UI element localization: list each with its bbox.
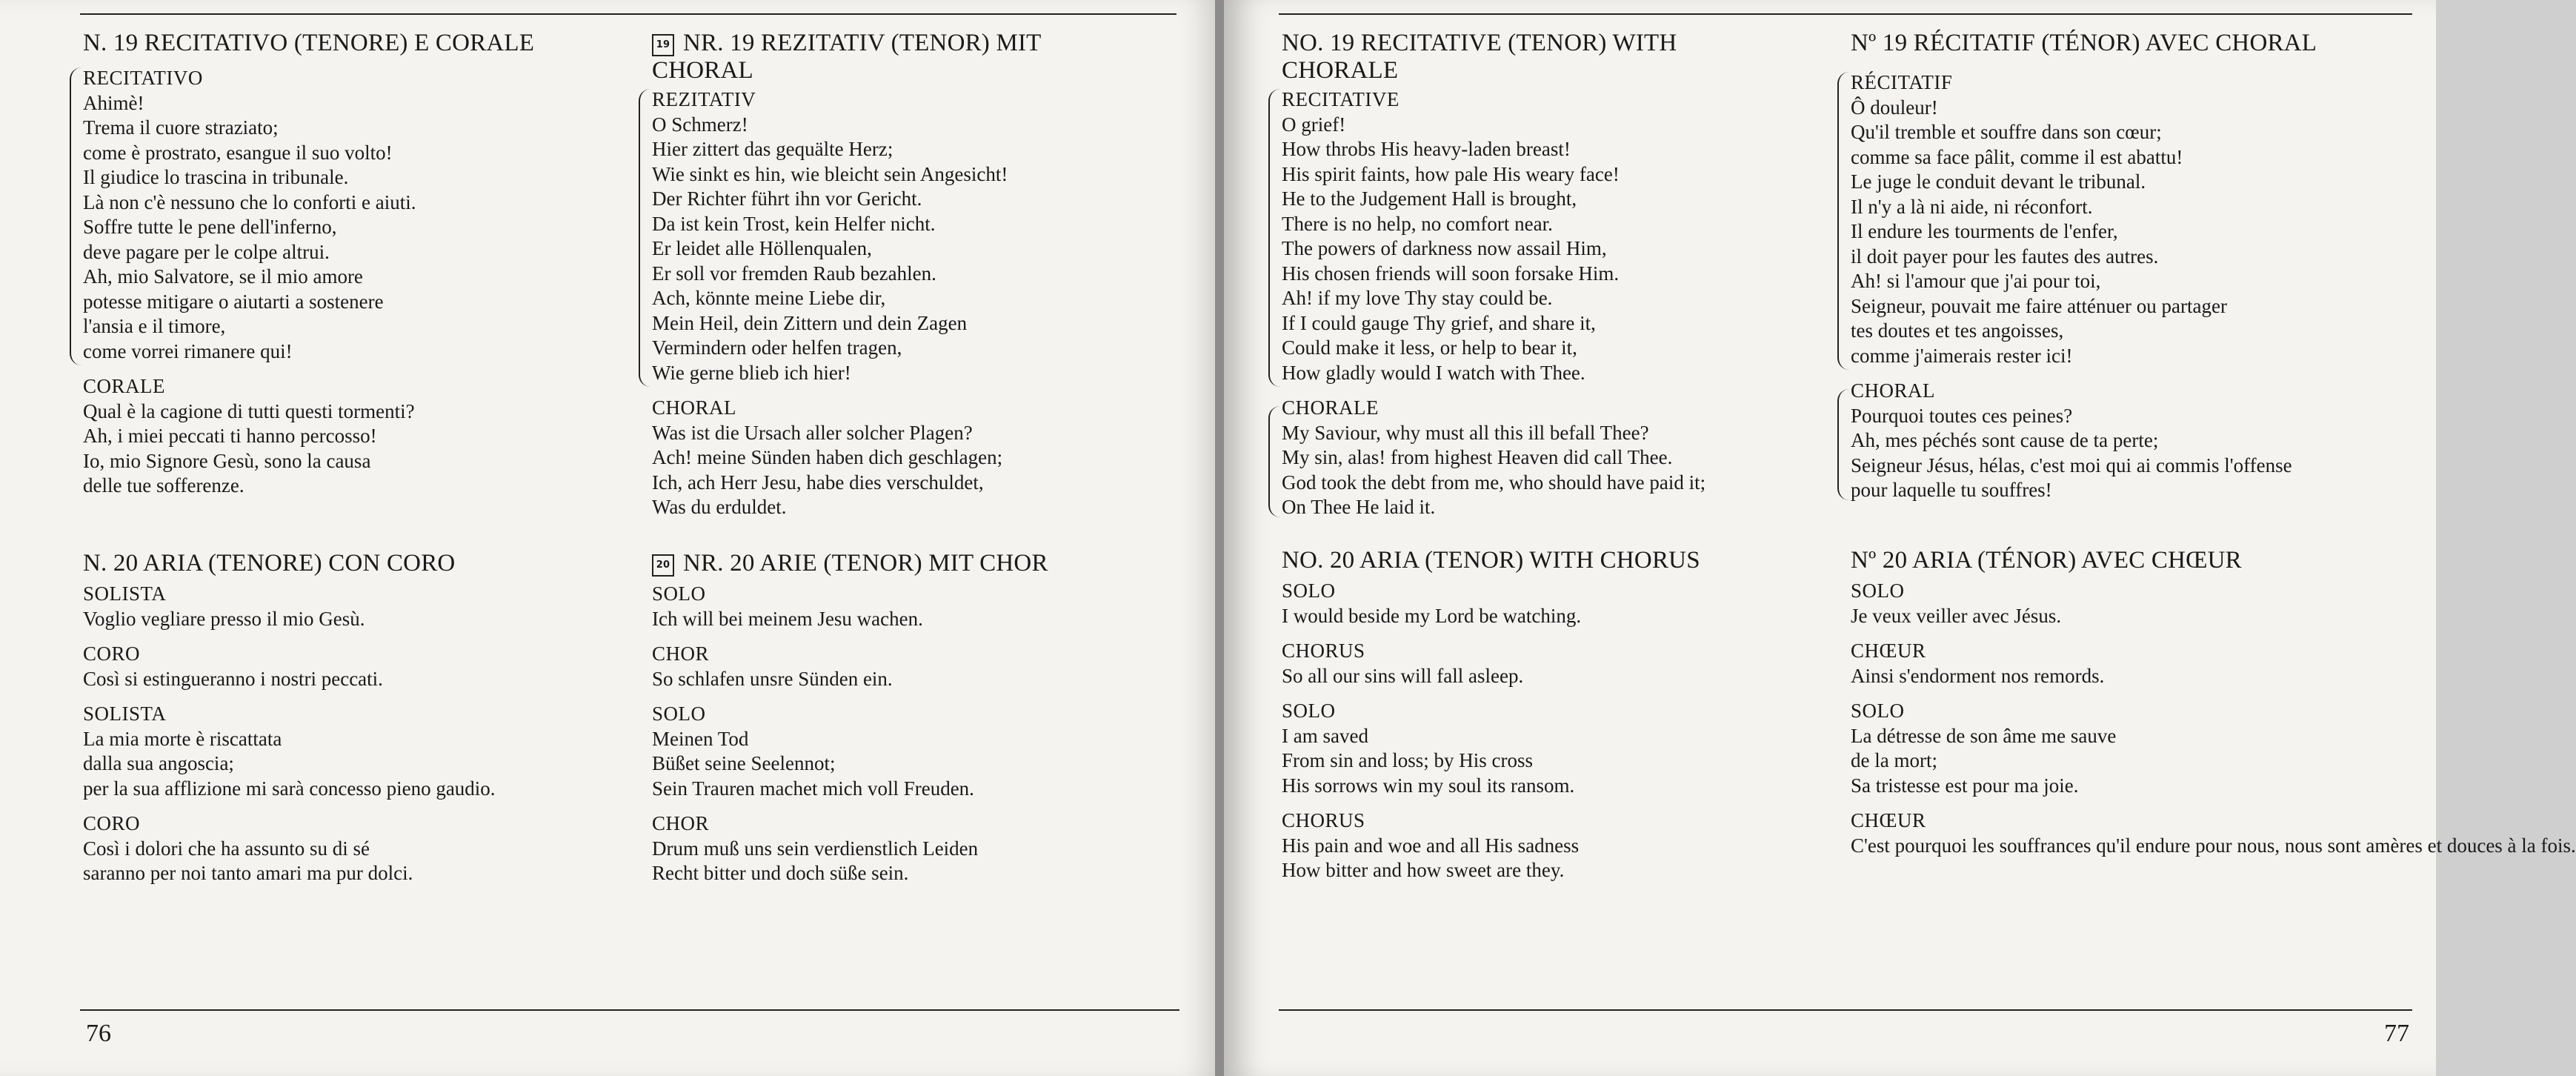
title-line: NR. 20 ARIE (TENOR) MIT CHOR (683, 550, 1048, 577)
top-rule (1279, 13, 2412, 15)
verse-line: Recht bitter und doch süße sein. (652, 862, 909, 884)
part-label: SOLISTA (83, 703, 167, 725)
verse-line: His spirit faints, how pale His weary face! (1282, 162, 1620, 185)
verse-line: Was du erduldet. (652, 496, 787, 518)
page-number-left: 76 (86, 1020, 111, 1047)
verse-line: So all our sins will fall asleep. (1282, 664, 1524, 687)
brace (1837, 389, 1849, 500)
part-label: CHOR (652, 812, 710, 834)
verse-line: pour laquelle tu souffres! (1851, 479, 2052, 501)
top-rule (80, 13, 1176, 15)
part-label: CORO (83, 642, 141, 665)
verse-line: Ach! meine Sünden haben dich geschlagen; (652, 446, 1003, 468)
verse-line: Così si estingueranno i nostri peccati. (83, 667, 383, 690)
verse-line: comme sa face pâlit, comme il est abattu! (1851, 145, 2183, 168)
verse-line: I am saved (1282, 724, 1368, 747)
verse-line: per la sua afflizione mi sarà concesso pieno gaudio. (83, 777, 496, 800)
verse-line: His pain and woe and all His sadness (1282, 834, 1580, 857)
section-title-n19-it: N. 19 RECITATIVO (TENORE) E CORALE (83, 30, 535, 56)
verse-line: If I could gauge Thy grief, and share it, (1282, 311, 1596, 334)
recit-label-it: RECITATIVO (83, 67, 203, 89)
recit-block-en (1282, 87, 1830, 385)
section-title-n20-fr: Nº 20 ARIA (TÉNOR) AVEC CHŒUR (1851, 547, 2242, 574)
verse-line: Ah! si l'amour que j'ai pour toi, (1851, 270, 2101, 292)
brace (70, 67, 81, 365)
verse-line: The powers of darkness now assail Him, (1282, 237, 1607, 259)
verse-line: l'ansia e il timore, (83, 315, 226, 337)
verse-line: Pourquoi toutes ces peines? (1851, 404, 2073, 427)
verse-line: Ainsi s'endorment nos remords. (1851, 664, 2105, 687)
part-label: CHORUS (1282, 640, 1365, 662)
verse-line: Er leidet alle Höllenqualen, (652, 237, 872, 259)
verse-line: Ich will bei meinem Jesu wachen. (652, 607, 923, 630)
verse-line: Soffre tutte le pene dell'inferno, (83, 216, 337, 238)
part-label: SOLO (652, 703, 706, 725)
german-column (652, 30, 1185, 520)
italian-column (83, 30, 631, 499)
title-line: NO. 19 RECITATIVE (TENOR) WITH (1282, 30, 1677, 56)
verse-line: From sin and loss; by His cross (1282, 749, 1534, 771)
verse-line: deve pagare per le colpe altrui. (83, 240, 330, 263)
verse-line: How throbs His heavy-laden breast! (1282, 138, 1571, 160)
verse-line: Ah, i miei peccati ti hanno percosso! (83, 425, 377, 447)
part-label: SOLO (1851, 700, 1905, 722)
verse-line: Ah, mio Salvatore, se il mio amore (83, 265, 363, 288)
number-box: 20 (652, 554, 674, 577)
recit-label-de: REZITATIV (652, 88, 756, 110)
verse-line: Il endure les tourments de l'enfer, (1851, 220, 2118, 242)
verse-line: Ahimè! (83, 91, 144, 114)
recit-label-en: RECITATIVE (1282, 88, 1400, 110)
verse-line: Meinen Tod (652, 727, 749, 750)
verse-line: tes doutes et tes angoisses, (1851, 319, 2064, 342)
brace (1837, 72, 1849, 370)
part-label: SOLO (1282, 579, 1336, 602)
verse-line: La mia morte è riscattata (83, 727, 282, 750)
verse-line: Il giudice lo trascina in tribunale. (83, 166, 349, 188)
verse-line: Hier zittert das gequälte Herz; (652, 138, 893, 160)
recit-block-it (83, 66, 631, 364)
verse-line: Wie sinkt es hin, wie bleicht sein Angesicht! (652, 162, 1008, 185)
verse-line: Da ist kein Trost, kein Helfer nicht. (652, 212, 936, 235)
recit-block-fr (1851, 70, 2414, 368)
verse-line: Le juge le conduit devant le tribunal. (1851, 170, 2146, 193)
verse-line: Büßet seine Seelennot; (652, 752, 836, 774)
french-n20-column (1851, 547, 2576, 858)
section-title-n20-en: NO. 20 ARIA (TENOR) WITH CHORUS (1282, 547, 1700, 574)
verse-line: Ah, mes péchés sont cause de ta perte; (1851, 429, 2159, 451)
verse-line: Io, mio Signore Gesù, sono la causa (83, 449, 371, 472)
verse-line: La détresse de son âme me sauve (1851, 724, 2117, 747)
verse-line: His chosen friends will soon forsake Him. (1282, 262, 1620, 285)
verse-line: How gladly would I watch with Thee. (1282, 361, 1585, 384)
verse-line: On Thee He laid it. (1282, 496, 1436, 518)
chorale-label-en: CHORALE (1282, 396, 1379, 419)
verse-line: come vorrei rimanere qui! (83, 339, 293, 362)
verse-line: God took the debt from me, who should have paid it; (1282, 471, 1706, 494)
verse-line: Der Richter führt ihn vor Gericht. (652, 187, 922, 210)
verse-line: Ich, ach Herr Jesu, habe dies verschuldet, (652, 471, 984, 494)
verse-line: Voglio vegliare presso il mio Gesù. (83, 607, 365, 630)
chorale-label-it: CORALE (83, 375, 165, 397)
verse-line: saranno per noi tanto amari ma pur dolci. (83, 862, 413, 884)
verse-line: Sein Trauren machet mich voll Freuden. (652, 777, 974, 800)
verse-line: Je veux veiller avec Jésus. (1851, 604, 2062, 627)
left-page (0, 0, 1215, 1076)
part-label: CHŒUR (1851, 809, 1926, 831)
part-label: SOLO (652, 582, 706, 605)
part-label: CHŒUR (1851, 640, 1926, 662)
right-page (1224, 0, 2576, 1076)
bottom-rule (1279, 1009, 2412, 1011)
verse-line: de la mort; (1851, 749, 1937, 771)
verse-line: So schlafen unsre Sünden ein. (652, 667, 893, 690)
verse-line: Drum muß uns sein verdienstlich Leiden (652, 837, 979, 860)
section-title-n20-it: N. 20 ARIA (TENORE) CON CORO (83, 550, 456, 577)
number-box: 19 (652, 34, 674, 56)
verse-line: Was ist die Ursach aller solcher Plagen? (652, 421, 973, 444)
french-column (1851, 30, 2414, 503)
verse-line: dalla sua angoscia; (83, 752, 234, 774)
section-title-n19-en (1282, 30, 1830, 84)
verse-line: His sorrows win my soul its ransom. (1282, 774, 1575, 797)
verse-line: He to the Judgement Hall is brought, (1282, 187, 1577, 210)
verse-line: il doit payer pour les fautes des autres. (1851, 245, 2159, 268)
part-label: SOLISTA (83, 582, 167, 605)
brace (1268, 406, 1280, 517)
verse-line: Vermindern oder helfen tragen, (652, 336, 902, 359)
part-label: CHOR (652, 642, 710, 665)
verse-line: delle tue sofferenze. (83, 474, 244, 497)
verse-line: Qual è la cagione di tutti questi tormenti? (83, 399, 415, 422)
brace (1268, 89, 1280, 387)
part-label: CHORUS (1282, 809, 1365, 831)
verse-line: Ach, könnte meine Liebe dir, (652, 287, 886, 309)
title-line: CHORALE (1282, 57, 1399, 84)
verse-line: Er soll vor fremden Raub bezahlen. (652, 262, 936, 285)
verse-line: Seigneur, pouvait me faire atténuer ou partager (1851, 294, 2227, 317)
chorale-label-de: CHORAL (652, 396, 737, 419)
part-label: CORO (83, 812, 141, 834)
verse-line: Qu'il tremble et souffre dans son cœur; (1851, 121, 2162, 143)
verse-line: O grief! (1282, 113, 1346, 136)
section-title-n19-fr: Nº 19 RÉCITATIF (TÉNOR) AVEC CHORAL (1851, 30, 2317, 56)
verse-line: How bitter and how sweet are they. (1282, 859, 1565, 881)
title-line: NR. 19 REZITATIV (TENOR) MIT (683, 30, 1042, 56)
chorale-block-en (1282, 396, 1830, 520)
english-n20-column (1282, 547, 1830, 883)
verse-line: Trema il cuore straziato; (83, 116, 279, 139)
part-label: SOLO (1851, 579, 1905, 602)
verse-line: Così i dolori che ha assunto su di sé (83, 837, 370, 860)
verse-line: I would beside my Lord be watching. (1282, 604, 1582, 627)
chorale-label-fr: CHORAL (1851, 379, 1936, 402)
italian-n20-column (83, 550, 646, 886)
verse-line: Ô douleur! (1851, 96, 1938, 119)
verse-line: Wie gerne blieb ich hier! (652, 361, 851, 384)
verse-line: Ah! if my love Thy stay could be. (1282, 287, 1553, 309)
verse-line: O Schmerz! (652, 113, 748, 136)
verse-line: My Saviour, why must all this ill befall Thee? (1282, 421, 1649, 444)
verse-line: Mein Heil, dein Zittern und dein Zagen (652, 311, 968, 334)
recit-block-de (652, 87, 1185, 385)
verse-line: Sa tristesse est pour ma joie. (1851, 774, 2079, 797)
section-title-n19-de (652, 30, 1185, 84)
brace (639, 89, 650, 387)
page-number-right: 77 (2384, 1020, 2409, 1047)
verse-line: Seigneur Jésus, hélas, c'est moi qui ai commis l'offense (1851, 454, 2292, 476)
english-column (1282, 30, 1830, 520)
verse-line: C'est pourquoi les souffrances qu'il endure pour nous, nous sont amères et douces à la fois. (1851, 834, 2576, 857)
verse-line: comme j'aimerais rester ici! (1851, 344, 2073, 367)
title-line: CHORAL (652, 57, 753, 84)
section-title-n20-de (652, 550, 1185, 577)
verse-line: potesse mitigare o aiutarti a sostenere (83, 290, 384, 313)
recit-label-fr: RÉCITATIF (1851, 71, 1953, 93)
verse-line: Could make it less, or help to bear it, (1282, 336, 1577, 359)
verse-line: My sin, alas! from highest Heaven did call Thee. (1282, 446, 1673, 468)
bottom-rule (80, 1009, 1179, 1011)
verse-line: come è prostrato, esangue il suo volto! (83, 141, 393, 164)
verse-line: There is no help, no comfort near. (1282, 212, 1553, 235)
german-n20-column (652, 550, 1185, 886)
book-gutter (1215, 0, 1224, 1076)
chorale-block-fr (1851, 379, 2414, 503)
part-label: SOLO (1282, 700, 1336, 722)
verse-line: Il n'y a là ni aide, ni réconfort. (1851, 195, 2093, 218)
verse-line: Là non c'è nessuno che lo conforti e aiuti. (83, 190, 416, 213)
